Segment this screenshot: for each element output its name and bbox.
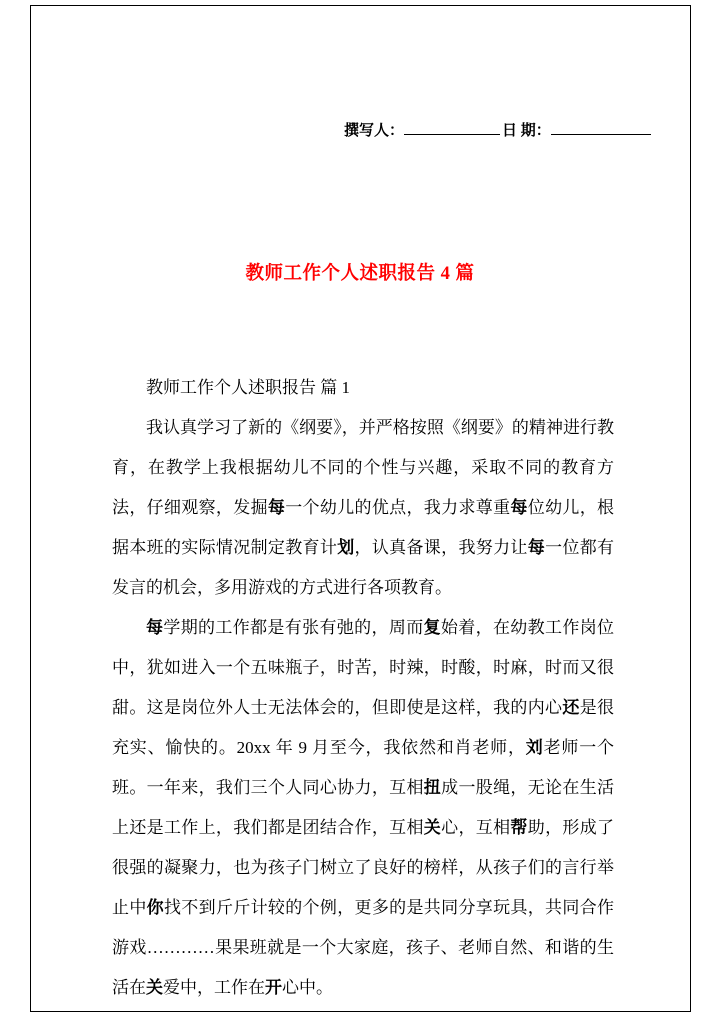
text-run: 爱中，工作在 (163, 978, 265, 997)
doc-title: 教师工作个人述职报告 4 篇 (245, 264, 475, 284)
document-body (112, 368, 614, 1008)
text-run: 一位都有发言的机会，多用游戏的方式进行各项教育。 (112, 538, 615, 597)
text-run: 心，互相 (441, 818, 511, 837)
text-run: 助，形成了很强的凝聚力，也为孩子门树立了良好的榜样，从孩子们的言行举止中 (112, 818, 615, 917)
document-paragraphs (112, 408, 614, 1008)
bold-text-run: 每 (527, 538, 546, 557)
text-run: 位幼儿，根据本班的实际情况制定教育计 (112, 498, 615, 557)
paragraph (112, 608, 614, 1008)
section-heading: 教师工作个人述职报告 篇 1 (146, 378, 350, 397)
text-run: 找不到斤斤计较的个例，更多的是共同分享玩具，共同合作游戏…………果果班就是一个大家庭，孩子、老师自然、和谐的生活在 (112, 898, 615, 997)
text-run: 是很充实、愉快的。20xx 年 9 月至今，我依然和肖老师， (112, 698, 615, 757)
bold-text-run: 复 (423, 618, 441, 637)
text-run: ，认真备课，我努力让 (354, 538, 528, 557)
text-run: 我认真学习了新的《纲要》，并严格按照《纲要》的精神进行教育，在教学上我根据幼儿不同的个性与兴趣，采取不同的教育方法，仔细观察，发掘 (112, 418, 614, 517)
bold-text-run: 每 (267, 498, 286, 517)
bold-text-run: 帮 (510, 818, 528, 837)
writer-label: 撰写人： (344, 123, 405, 139)
bold-text-run: 扭 (423, 778, 442, 797)
date-label: 日 期： (502, 123, 551, 139)
bold-text-run: 关 (146, 978, 163, 997)
bold-text-run: 划 (337, 538, 355, 557)
text-run: 心中。 (282, 978, 333, 997)
bold-text-run: 刘 (525, 738, 544, 757)
writer-blank-underline (404, 120, 500, 135)
bold-text-run: 还 (562, 698, 580, 717)
text-run: 始着，在幼教工作岗位中，犹如进入一个五味瓶子，时苦，时辣，时酸，时麻，时而又很甜。这是岗位外人士无法体会的，但即使是这样，我的内心 (112, 618, 615, 717)
text-run: 老师一个班。一年来，我们三个人同心协力，互相 (112, 738, 615, 797)
date-blank-underline (551, 120, 651, 135)
paragraph (112, 408, 614, 608)
bold-text-run: 开 (265, 978, 282, 997)
bold-text-run: 关 (423, 818, 442, 837)
header-line (344, 0, 720, 140)
text-run: 一个幼儿的优点，我力求尊重 (285, 498, 511, 517)
bold-text-run: 你 (146, 898, 164, 917)
text-run: 学期的工作都是有张有弛的，周而 (163, 618, 424, 637)
text-run: 成一股绳，无论在生活上还是工作上，我们都是团结合作，互相 (112, 778, 615, 837)
bold-text-run: 每 (510, 498, 528, 517)
bold-text-run: 每 (146, 618, 164, 637)
